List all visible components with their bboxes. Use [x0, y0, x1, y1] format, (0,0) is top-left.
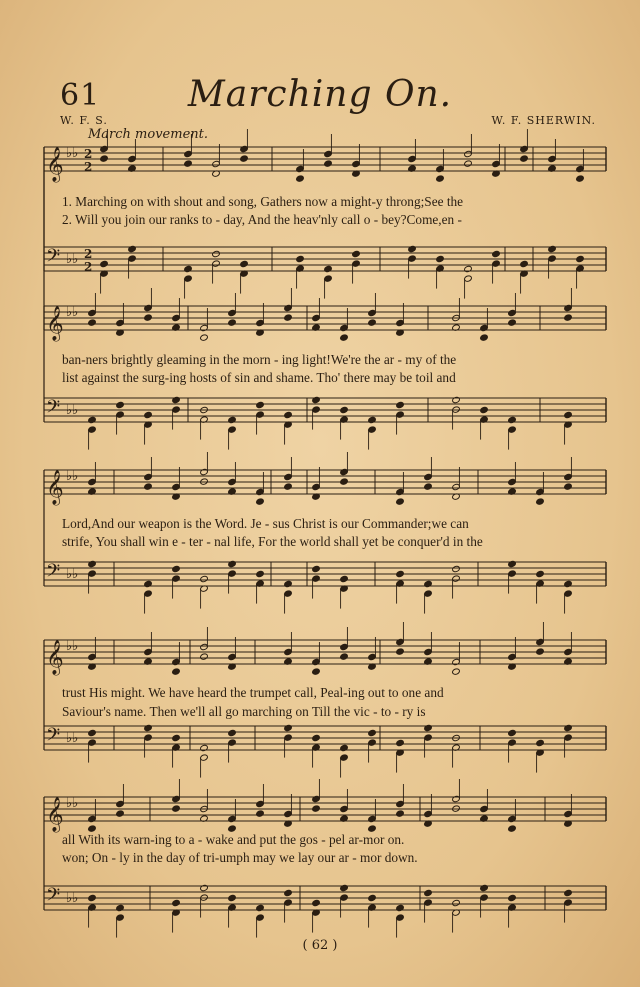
- note-head: [228, 416, 237, 423]
- note-head: [144, 314, 153, 321]
- note-head: [352, 250, 361, 257]
- note-head: [480, 334, 489, 341]
- treble-clef-icon: 𝄞: [46, 147, 64, 182]
- time-signature: 2: [84, 160, 93, 174]
- note-head: [396, 570, 405, 577]
- note-head: [564, 411, 573, 418]
- note-head: [172, 668, 181, 675]
- note-head: [172, 899, 181, 906]
- note-head: [172, 565, 181, 572]
- note-head: [340, 653, 349, 660]
- note-head: [396, 498, 405, 505]
- bass-clef-icon: 𝄢: [46, 725, 61, 750]
- lyric-line-verse-1: trust His might. We have heard the trumpet call, Peal-ing out to one and: [62, 685, 444, 700]
- lyric-line-verse-1: all With its warn-ing to a - wake and put the gos - pel ar-mor on.: [62, 832, 405, 847]
- note-head: [212, 250, 221, 257]
- note-head: [88, 894, 97, 901]
- key-signature-flat-icon: ♭♭: [66, 146, 79, 161]
- note-head: [424, 483, 433, 490]
- note-head: [396, 904, 405, 911]
- note-head: [536, 739, 545, 746]
- note-head: [452, 899, 461, 906]
- key-signature-flat-icon: ♭♭: [66, 252, 79, 267]
- note-head: [312, 668, 321, 675]
- note-head: [228, 560, 237, 567]
- note-head: [284, 483, 293, 490]
- note-head: [480, 884, 489, 891]
- note-head: [296, 175, 305, 182]
- note-head: [284, 889, 293, 896]
- note-head: [536, 498, 545, 505]
- note-head: [464, 265, 473, 272]
- note-head: [340, 334, 349, 341]
- key-signature-flat-icon: ♭♭: [66, 305, 79, 320]
- note-head: [228, 729, 237, 736]
- note-head: [284, 314, 293, 321]
- note-head: [200, 334, 209, 341]
- tempo-marking: March movement.: [88, 127, 209, 142]
- note-head: [464, 160, 473, 167]
- note-head: [256, 810, 265, 817]
- note-head: [564, 580, 573, 587]
- note-head: [424, 889, 433, 896]
- note-head: [368, 319, 377, 326]
- note-head: [200, 884, 209, 891]
- time-signature: 2: [84, 147, 93, 161]
- note-head: [508, 416, 517, 423]
- lyric-line-verse-2: Saviour's name. Then we'll all go marching on Till the vic - to - ry is: [62, 704, 426, 719]
- note-head: [240, 260, 249, 267]
- note-head: [312, 565, 321, 572]
- lyric-line-verse-1: Lord,And our weapon is the Word. Je - sus Christ is our Commander;we can: [62, 516, 469, 531]
- lyric-line-verse-1: 1. Marching on with shout and song, Gathers now a might-y throng;See the: [62, 194, 464, 209]
- treble-clef-icon: 𝄞: [46, 470, 64, 505]
- key-signature-flat-icon: ♭♭: [66, 891, 79, 906]
- note-head: [536, 570, 545, 577]
- note-head: [508, 560, 517, 567]
- note-head: [256, 570, 265, 577]
- note-head: [296, 255, 305, 262]
- note-head: [340, 406, 349, 413]
- note-head: [396, 648, 405, 655]
- note-head: [88, 416, 97, 423]
- lyric-line-verse-2: strife, You shall win e - ter - nal life, For the world shall yet be conquer'd in the: [62, 534, 483, 549]
- note-head: [100, 155, 109, 162]
- note-head: [284, 411, 293, 418]
- note-head: [368, 416, 377, 423]
- note-head: [116, 904, 125, 911]
- note-head: [520, 155, 529, 162]
- note-head: [184, 265, 193, 272]
- hymn-number: 61: [60, 78, 101, 113]
- key-signature-flat-icon: ♭♭: [66, 403, 79, 418]
- note-head: [88, 729, 97, 736]
- note-head: [396, 401, 405, 408]
- note-head: [436, 175, 445, 182]
- note-head: [452, 668, 461, 675]
- note-head: [576, 255, 585, 262]
- note-head: [116, 401, 125, 408]
- lyric-line-verse-2: 2. Will you join our ranks to - day, And the heav'nly call o - bey?Come,en -: [62, 212, 462, 227]
- key-signature-flat-icon: ♭♭: [66, 796, 79, 811]
- note-head: [184, 160, 193, 167]
- note-head: [172, 396, 181, 403]
- lyric-line-verse-1: ban-ners brightly gleaming in the morn - ing light!We're the ar - my of the: [62, 352, 457, 367]
- bass-clef-icon: 𝄢: [46, 246, 61, 271]
- note-head: [88, 560, 97, 567]
- bass-clef-icon: 𝄢: [46, 397, 61, 422]
- note-head: [228, 319, 237, 326]
- note-head: [172, 805, 181, 812]
- note-head: [508, 319, 517, 326]
- note-head: [172, 734, 181, 741]
- note-head: [240, 155, 249, 162]
- note-head: [116, 810, 125, 817]
- bass-clef-icon: 𝄢: [46, 885, 61, 910]
- note-head: [508, 894, 517, 901]
- note-head: [312, 899, 321, 906]
- page-number: ( 62 ): [302, 938, 338, 953]
- note-head: [200, 653, 209, 660]
- note-head: [564, 314, 573, 321]
- note-head: [396, 810, 405, 817]
- note-head: [564, 483, 573, 490]
- note-head: [312, 734, 321, 741]
- note-head: [480, 406, 489, 413]
- note-head: [256, 904, 265, 911]
- note-head: [144, 411, 153, 418]
- note-head: [548, 245, 557, 252]
- note-head: [536, 648, 545, 655]
- note-head: [324, 160, 333, 167]
- note-head: [200, 575, 209, 582]
- note-head: [340, 575, 349, 582]
- note-head: [368, 729, 377, 736]
- key-signature-flat-icon: ♭♭: [66, 731, 79, 746]
- key-signature-flat-icon: ♭♭: [66, 469, 79, 484]
- note-head: [396, 739, 405, 746]
- note-head: [452, 565, 461, 572]
- note-head: [564, 889, 573, 896]
- note-head: [340, 478, 349, 485]
- lyric-line-verse-2: list against the surg-ing hosts of sin and shame. Tho' there may be toil and: [62, 370, 456, 385]
- treble-clef-icon: 𝄞: [46, 640, 64, 675]
- author-credit: W. F. S.: [60, 114, 108, 127]
- note-head: [508, 729, 517, 736]
- treble-clef-icon: 𝄞: [46, 306, 64, 341]
- note-head: [340, 884, 349, 891]
- bass-clef-icon: 𝄢: [46, 561, 61, 586]
- note-head: [340, 744, 349, 751]
- note-head: [256, 498, 265, 505]
- lyric-line-verse-2: won; On - ly in the day of tri-umph may we lay our ar - mor down.: [62, 850, 418, 865]
- note-head: [88, 319, 97, 326]
- note-head: [144, 483, 153, 490]
- composer-credit: W. F. SHERWIN.: [491, 114, 596, 127]
- key-signature-flat-icon: ♭♭: [66, 639, 79, 654]
- note-head: [408, 245, 417, 252]
- note-head: [424, 580, 433, 587]
- note-head: [284, 724, 293, 731]
- time-signature: 2: [84, 247, 93, 261]
- note-head: [128, 245, 137, 252]
- note-head: [284, 580, 293, 587]
- note-head: [520, 260, 529, 267]
- note-head: [436, 255, 445, 262]
- treble-clef-icon: 𝄞: [46, 797, 64, 832]
- note-head: [424, 724, 433, 731]
- note-head: [144, 580, 153, 587]
- note-head: [492, 250, 501, 257]
- note-head: [228, 894, 237, 901]
- key-signature-flat-icon: ♭♭: [66, 567, 79, 582]
- note-head: [312, 805, 321, 812]
- note-head: [368, 894, 377, 901]
- note-head: [256, 401, 265, 408]
- hymn-title: Marching On.: [187, 74, 453, 115]
- time-signature: 2: [84, 260, 93, 274]
- note-head: [564, 724, 573, 731]
- note-head: [324, 265, 333, 272]
- note-head: [200, 744, 209, 751]
- note-head: [452, 396, 461, 403]
- note-head: [144, 724, 153, 731]
- note-head: [100, 260, 109, 267]
- note-head: [312, 396, 321, 403]
- note-head: [576, 175, 585, 182]
